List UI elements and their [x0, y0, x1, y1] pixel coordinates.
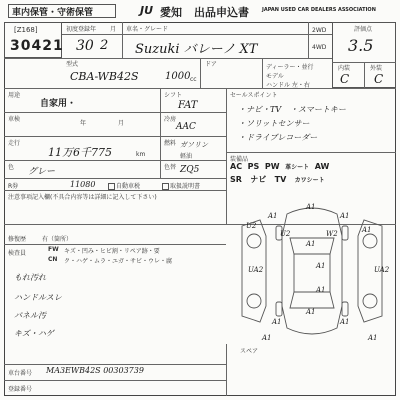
drive-2wd: 2WD	[312, 27, 327, 34]
exterior-label: 外装	[370, 65, 383, 72]
score-label: 評価点	[354, 26, 373, 33]
damage-code: A1	[316, 262, 326, 270]
equip-sr: SR	[230, 175, 242, 184]
model-value: CBA-WB42S	[70, 70, 139, 83]
recycle-value: 11080	[70, 180, 96, 189]
manual-check: 取扱説明書	[162, 181, 200, 190]
damage-code: A1	[362, 226, 372, 234]
inspector-label: 検査員	[8, 250, 27, 257]
drive-4wd: 4WD	[312, 44, 327, 51]
sales-point-4: ・ドライブレコーダー	[238, 133, 318, 142]
lot-number: 30421	[10, 38, 64, 54]
mileage-unit: km	[136, 151, 146, 158]
color-code-label: 色替	[164, 164, 177, 171]
storage-tab-label: 車内保管・守術保管	[12, 8, 94, 18]
first-reg-year: 30	[76, 38, 94, 54]
fw-label: FW	[48, 246, 59, 253]
inspection-label: 車検	[8, 116, 21, 123]
fw-items: キズ・凹み・ヒビ割・リペア跡・要	[64, 248, 160, 255]
damage-code: A1	[262, 334, 272, 342]
damage-code: A1	[340, 212, 350, 220]
equip-navi: ナビ	[250, 175, 267, 184]
model-label: 型式	[66, 61, 79, 68]
engine-cc-value: 1000	[165, 71, 191, 82]
fuel-value: ガソリン	[180, 141, 208, 149]
equip-ps: PS	[247, 162, 260, 171]
repair-label: 修復歴	[8, 236, 27, 243]
handwritten-note-3: パネル汚	[14, 311, 46, 320]
ju-logo: JU	[140, 4, 154, 17]
equipment-header: 装備品	[230, 156, 249, 163]
damage-code: UA2	[248, 266, 264, 274]
sales-point-1: ・ナビ・TV	[238, 105, 282, 114]
door-label: ドア	[205, 61, 217, 68]
equip-ac: AC	[230, 162, 243, 171]
equip-leather: 革シート	[285, 164, 310, 171]
color-code-value: ZQ5	[180, 165, 200, 175]
damage-code: A1	[368, 334, 378, 342]
shift-label: シフト	[164, 92, 183, 99]
cn-label: CN	[48, 256, 58, 263]
spare-label: スペア	[240, 348, 259, 355]
damage-code: A1	[272, 318, 282, 326]
damage-code: W2	[326, 230, 338, 238]
recycle-label: R券	[8, 183, 19, 190]
inspection-year-label: 年	[80, 120, 87, 127]
interior-value: C	[340, 72, 350, 86]
shift-value: FAT	[178, 100, 198, 111]
score-value: 3.5	[348, 36, 374, 55]
interior-label: 内装	[338, 65, 351, 72]
cn-items: ク・ハゲ・ムラ・ユガ・サビ・ウレ・腐	[64, 258, 173, 265]
equipment-row-2	[230, 174, 325, 185]
usage-label: 用途	[8, 92, 21, 99]
form-title: 出品申込書	[194, 6, 249, 19]
engine-cc-unit: cc	[190, 76, 197, 83]
damage-code: A1	[340, 318, 350, 326]
first-reg-label: 初度登録年	[66, 26, 97, 33]
car-name-label: 車名・グレード	[126, 26, 169, 33]
damage-code: UA2	[374, 266, 390, 274]
sales-point-3: ・ソリットセンサー	[238, 119, 310, 128]
damage-code: A1	[268, 212, 278, 220]
repair-value: 有（箇所）	[42, 236, 73, 243]
damage-code: A1	[306, 203, 316, 211]
first-reg-month: 2	[100, 38, 109, 53]
equip-tv: TV	[274, 175, 287, 184]
handle-label: ハンドル 左・右	[266, 82, 310, 89]
car-name-value: Suzuki バレーノ XT	[135, 42, 258, 57]
sales-point-2: ・スマートキー	[290, 105, 346, 114]
equip-pw: PW	[264, 162, 280, 171]
tax-check: 自動車税	[108, 181, 140, 190]
lot-code: [Z168]	[14, 26, 38, 34]
month-label: 月	[110, 26, 117, 33]
usage-value: 自家用・	[40, 99, 77, 109]
damage-code: U2	[246, 222, 257, 230]
chassis-value: MA3EWB42S 00303739	[46, 366, 144, 375]
damage-code: A1	[306, 308, 316, 316]
equipment-row-1	[230, 162, 329, 171]
color-label: 色	[8, 164, 15, 171]
mileage-value: 11万6千775	[48, 146, 112, 159]
dealer-label: ディーラー・並行	[266, 64, 314, 71]
model-year-label: モデル	[266, 73, 284, 80]
handwritten-note-4: キズ・ハゲ	[14, 329, 54, 338]
assoc-english-name: JAPAN USED CAR DEALERS ASSOCIATION	[262, 7, 376, 13]
mileage-label: 走行	[8, 140, 21, 147]
sales-points-label: セールスポイント	[230, 92, 278, 99]
cooler-label: 冷房	[164, 116, 177, 123]
notes-header: 注意事項記入欄(不具合内容等は詳細に記入して下さい)	[8, 194, 157, 201]
chassis-label: 車台番号	[8, 370, 33, 377]
fuel-label: 燃料	[164, 140, 177, 147]
org-name: 愛知	[160, 6, 182, 19]
handwritten-note-2: ハンドルスレ	[14, 293, 62, 302]
exterior-value: C	[374, 72, 384, 86]
handwritten-note-1: もれ汚れ	[14, 273, 46, 282]
damage-code: A1	[306, 240, 316, 248]
damage-code: A1	[316, 286, 326, 294]
equip-seat: カワシート	[294, 177, 325, 184]
equip-aw: AW	[314, 162, 330, 171]
cooler-value: AAC	[176, 122, 196, 132]
color-value: グレー	[28, 167, 56, 177]
damage-code: U2	[280, 230, 291, 238]
inspection-month-label: 月	[118, 120, 125, 127]
reg-number-label: 登録番号	[8, 386, 33, 393]
fuel-sub: 軽油	[180, 153, 193, 160]
